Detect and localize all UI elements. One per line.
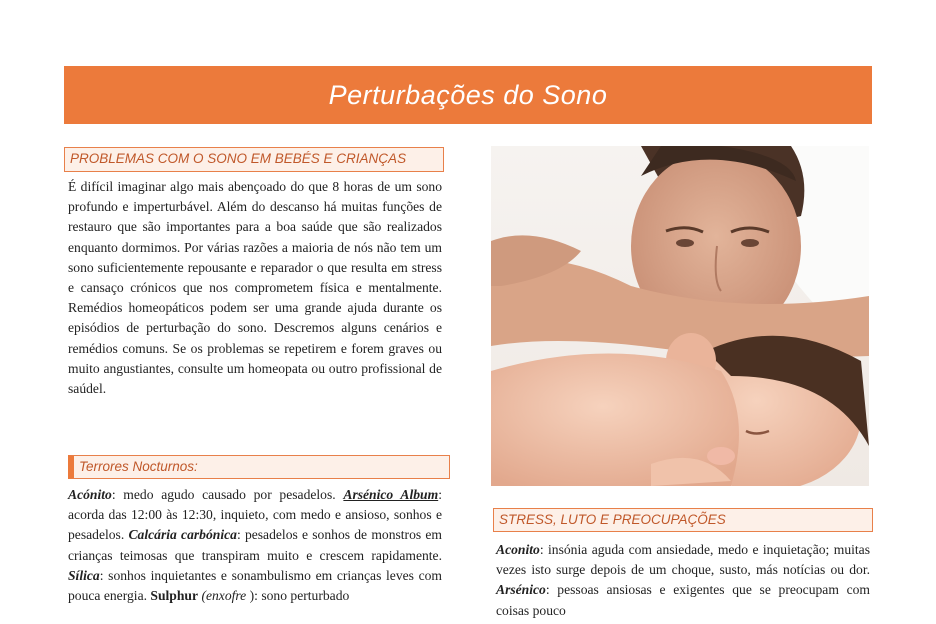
remedy-name: Acónito — [68, 487, 112, 502]
remedy-text: ): sono perturbado — [246, 588, 350, 604]
remedy-name: Sílica — [68, 567, 100, 583]
remedy-name: Aconito — [496, 542, 540, 557]
section-heading-night-terrors — [68, 455, 450, 479]
section-heading-text: PROBLEMAS COM O SONO EM BEBÉS E CRIANÇAS — [70, 151, 407, 166]
title-banner — [64, 66, 872, 124]
intro-paragraph: É difícil imaginar algo mais abençoado do que 8 horas de um sono profundo e imperturbável. Além do descanso há muitas funções de restauro que são importantes para a boa saúde que são realizados enquanto dormimos. Por várias razões a maioria de nós não tem um sono suficientemente repousante e reparador o que resulta em stress e cansaço crónicos que nos comprometem física e mentalmente. Remédios homeopáticos podem ser uma grande ajuda durante os episódios de perturbação do sono. Descremos alguns cenários e remédios comuns. Se os problemas se repetirem e forem graves ou muito angustiantes, consulte um homeopata ou outro profissional de saúdel. — [68, 179, 442, 397]
remedy-note: (enxofre — [201, 588, 247, 604]
remedy-name: Calcária carbónica — [128, 527, 237, 543]
photo-illustration — [491, 146, 869, 486]
remedy-text: : acorda das 12:00 às 12:30, inquieto, com medo e ansioso, sonhos e pesadelos. — [68, 487, 442, 543]
night-terrors-paragraph — [68, 485, 442, 606]
section-heading-sleep-problems — [64, 147, 444, 172]
section-heading-text: Terrores Nocturnos: — [79, 459, 198, 474]
remedy-text: : sonhos inquietantes e sonambulismo em crianças leves com pouca energia. — [68, 567, 442, 604]
page-title: Perturbações do Sono — [328, 79, 608, 110]
stress-paragraph — [496, 540, 870, 621]
remedy-name: Arsénico — [496, 582, 546, 598]
remedy-name: Sulphur — [150, 588, 199, 604]
remedy-text: : medo agudo causado por pesadelos. — [111, 487, 344, 502]
father-baby-photo — [491, 146, 869, 486]
remedy-text: : pessoas ansiosas e exigentes que se preocupam com coisas pouco — [496, 582, 870, 618]
section-heading-stress — [493, 508, 873, 532]
section-heading-text: STRESS, LUTO E PREOCUPAÇÕES — [499, 512, 726, 527]
remedy-text: : insónia aguda com ansiedade, medo e inquietação; muitas vezes isto surge depois de um choque, susto, más notícias ou dor. — [496, 542, 870, 578]
remedy-name: Arsénico Album — [343, 487, 439, 502]
remedy-text: : pesadelos e sonhos de monstros em crianças teimosas que transpiram muito e crescem rapidamente. — [68, 527, 442, 563]
